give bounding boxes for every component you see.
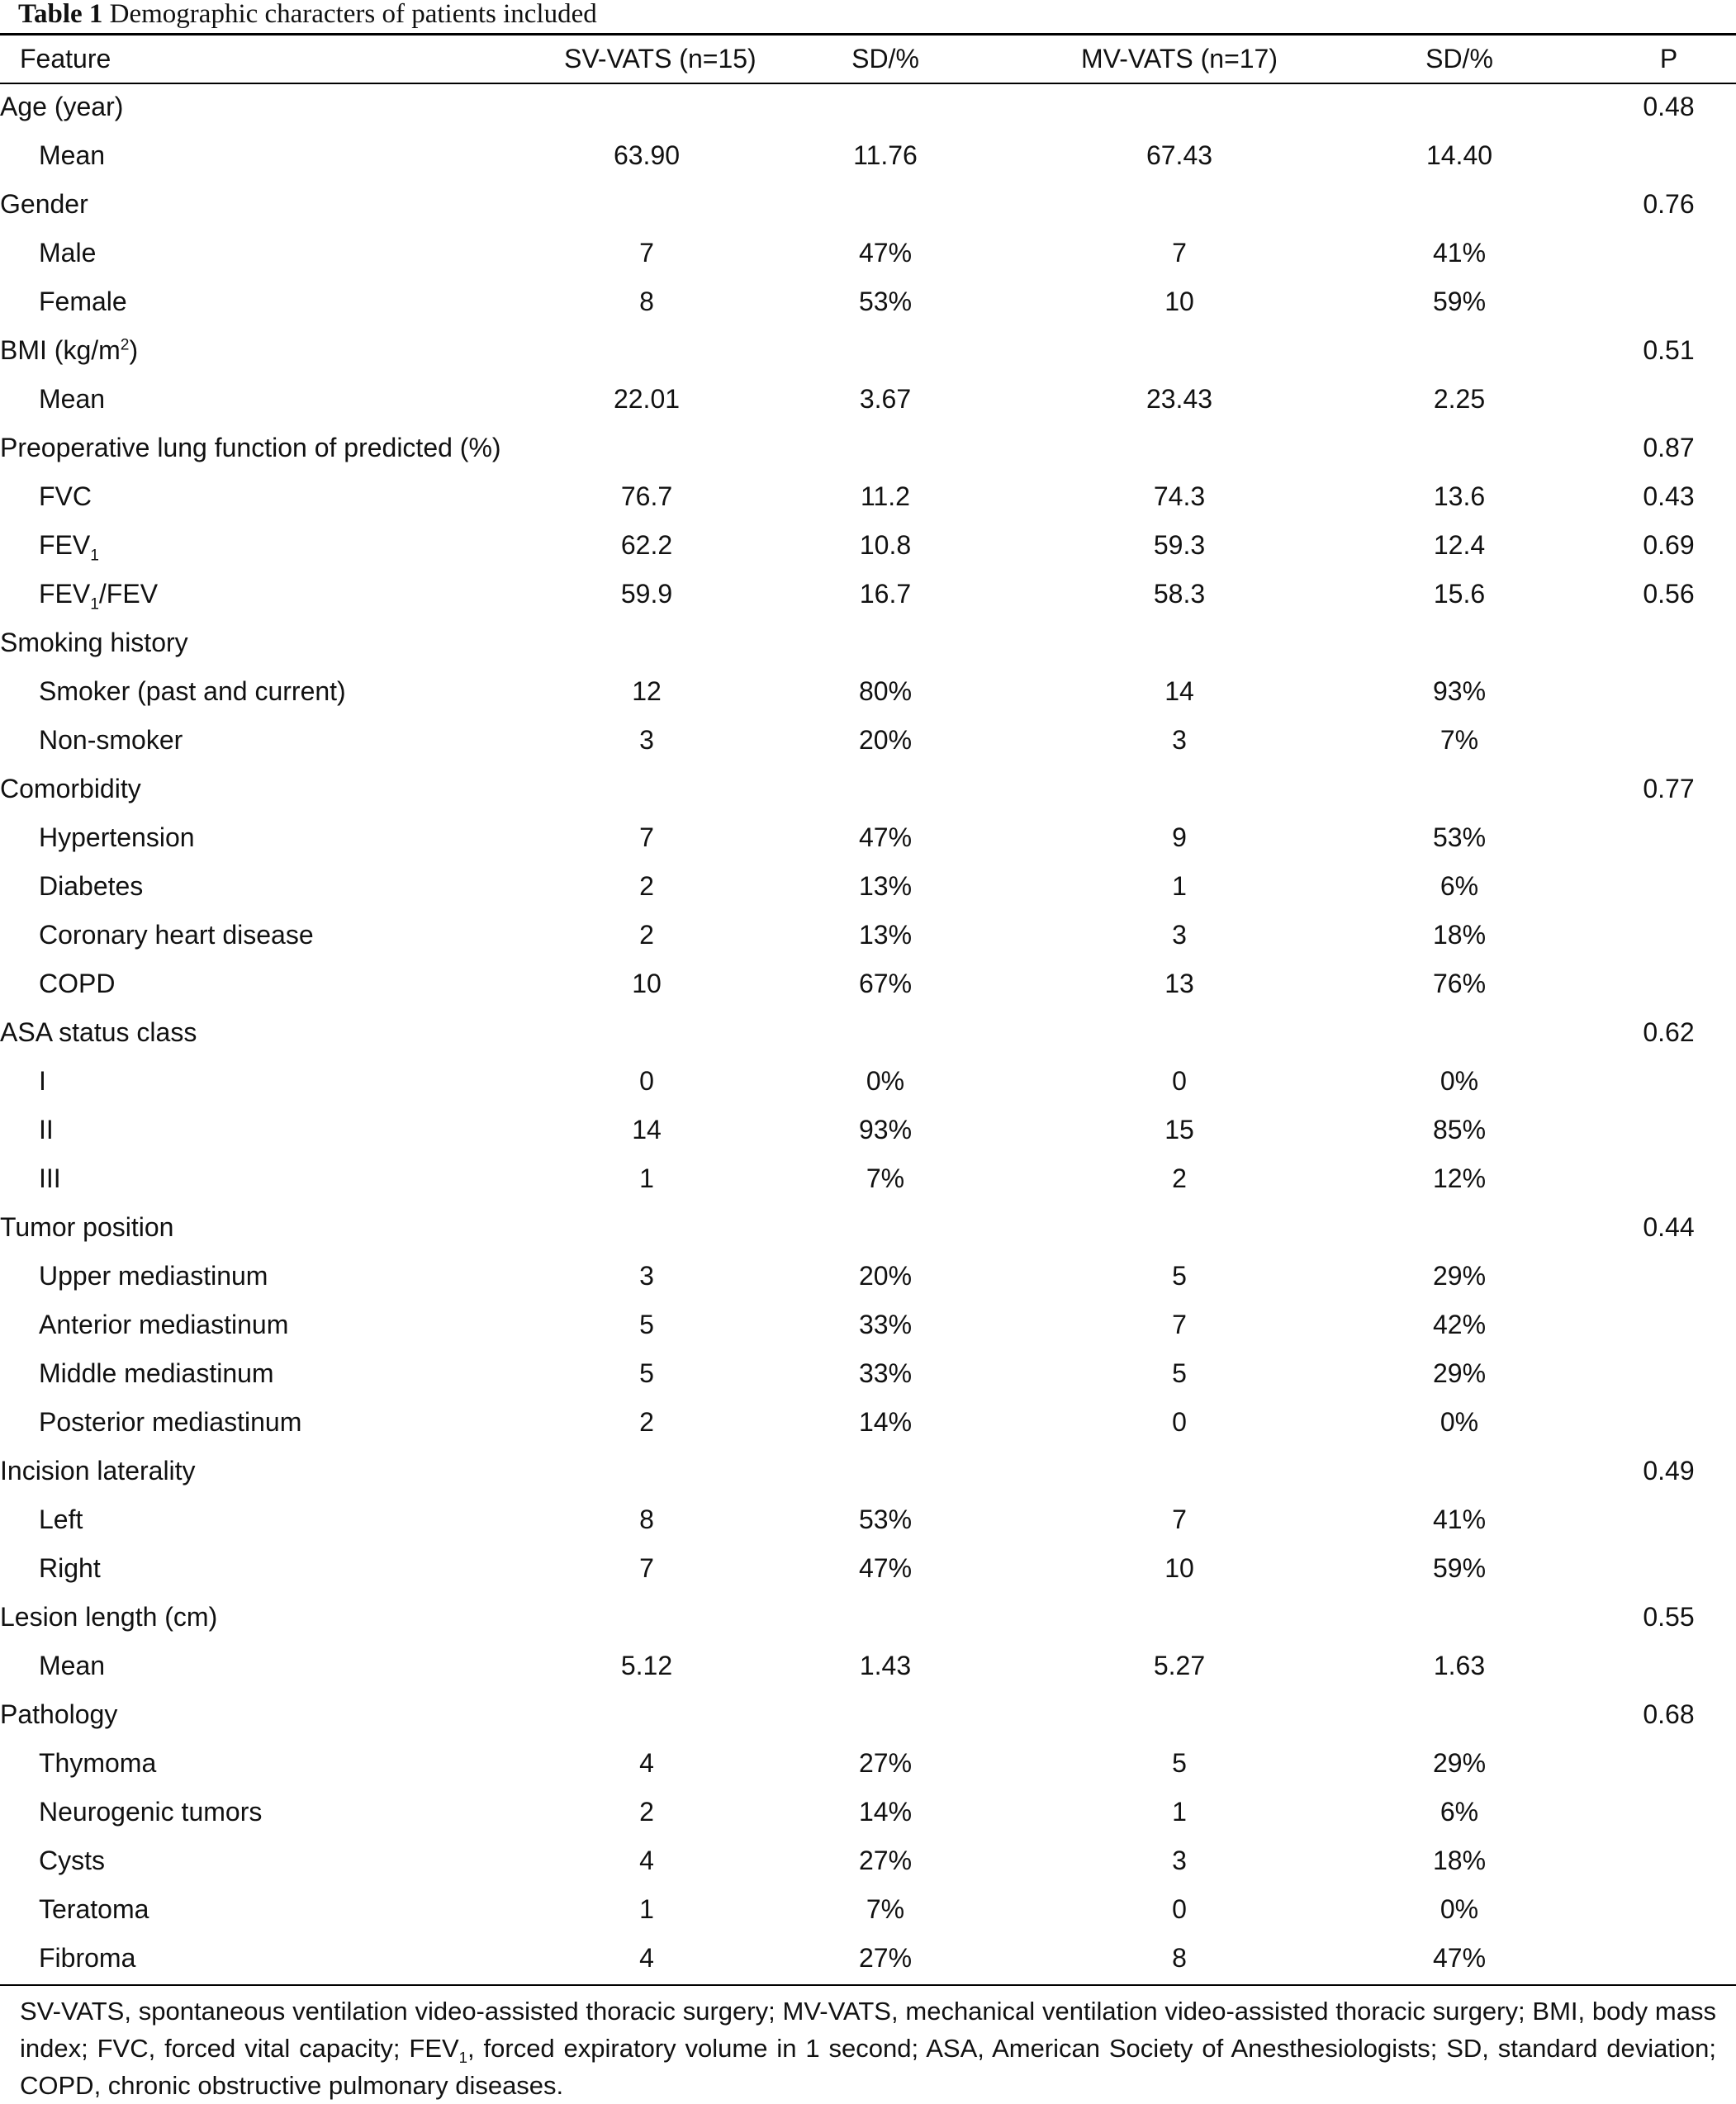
table-row: [0, 667, 1736, 716]
mv-vats-value: 0: [1172, 1407, 1187, 1437]
sv-vats-value: 3: [639, 725, 654, 755]
table-row: [0, 1885, 1736, 1934]
p-value: 0.68: [1643, 1699, 1695, 1729]
sv-vats-value: 8: [639, 1505, 654, 1534]
table-group-row: [0, 326, 1736, 375]
mv-vats-value: [1041, 1690, 1317, 1739]
mv-vats-value: 1: [1172, 871, 1187, 901]
mv-sd-value: 41%: [1432, 1505, 1487, 1534]
sv-vats-value: [564, 765, 729, 813]
p-value: [1601, 1057, 1736, 1106]
table-group-row: [0, 618, 1736, 667]
mv-sd-value: [1317, 1008, 1601, 1057]
sv-vats-value: 63.90: [613, 140, 681, 170]
p-value: 0.77: [1643, 774, 1695, 803]
table-row: [0, 1739, 1736, 1788]
p-value: [1601, 229, 1736, 277]
sv-vats-value: 7: [639, 822, 654, 852]
mv-vats-value: [1041, 424, 1317, 472]
table-title: Demographic characters of patients included: [109, 0, 597, 29]
feature-cell: Incision laterality: [0, 1456, 196, 1486]
feature-cell: ASA status class: [0, 1017, 197, 1047]
sv-sd-value: 14%: [858, 1407, 913, 1437]
sv-sd-value: [729, 618, 1041, 667]
sv-sd-value: 47%: [858, 822, 913, 852]
feature-cell: Comorbidity: [0, 774, 141, 803]
feature-cell: Preoperative lung function of predicted (%): [0, 433, 501, 462]
sv-vats-value: 4: [639, 1748, 654, 1778]
mv-vats-value: 10: [1164, 287, 1194, 316]
mv-vats-value: 7: [1172, 1310, 1187, 1339]
feature-cell: Posterior mediastinum: [39, 1407, 302, 1437]
sv-vats-value: 14: [632, 1115, 662, 1144]
table-row: [0, 277, 1736, 326]
feature-cell: Smoker (past and current): [39, 676, 346, 706]
mv-sd-value: 1.63: [1433, 1651, 1486, 1680]
mv-vats-value: 5: [1172, 1358, 1187, 1388]
sv-sd-value: 20%: [858, 725, 913, 755]
sv-vats-value: 62.2: [620, 530, 673, 560]
p-value: 0.48: [1643, 92, 1695, 121]
mv-vats-value: 14: [1164, 676, 1194, 706]
p-value: [1601, 131, 1736, 180]
table-row: [0, 131, 1736, 180]
feature-cell: Mean: [39, 1651, 106, 1680]
sv-sd-value: [729, 424, 1041, 472]
table-footnote: SV-VATS, spontaneous ventilation video-assisted thoracic surgery; MV-VATS, mechanical ventilation video-assisted thoracic surgery; BMI, body mass index; FVC, forced vital capacity; $FEV_1$, forced expiratory volume in 1 second; ASA, American Society of Anesthesiologists; SD, standard deviation; COPD, chronic obstructive pulmonary diseases.: [20, 1997, 1716, 2100]
feature-cell: Middle mediastinum: [39, 1358, 274, 1388]
feature-cell: Left: [39, 1505, 83, 1534]
sv-sd-value: 13%: [858, 871, 913, 901]
sv-vats-value: 8: [639, 287, 654, 316]
table-header: [0, 36, 1736, 83]
sv-vats-value: 5: [639, 1358, 654, 1388]
p-value: [1601, 960, 1736, 1008]
mv-vats-value: 3: [1172, 725, 1187, 755]
mv-sd-value: 18%: [1432, 1846, 1487, 1875]
header-rule: [0, 83, 1736, 84]
p-value: 0.43: [1643, 481, 1695, 511]
p-value: [1601, 1739, 1736, 1788]
sv-sd-value: 67%: [858, 969, 913, 998]
feature-cell: COPD: [39, 969, 116, 998]
feature-cell: $FEV_1$: [39, 530, 99, 565]
table-row: [0, 862, 1736, 911]
mv-sd-value: 59%: [1432, 1553, 1487, 1583]
mv-vats-value: 13: [1164, 969, 1194, 998]
mv-sd-value: [1317, 1593, 1601, 1642]
feature-cell: $FEV_1$/FEV: [39, 579, 159, 614]
table-row: [0, 1934, 1736, 1983]
sv-vats-value: 0: [639, 1066, 654, 1096]
mv-sd-value: 0%: [1440, 1066, 1479, 1096]
table-row: [0, 1154, 1736, 1203]
table-group-row: [0, 424, 1736, 472]
p-value: 0.56: [1643, 579, 1695, 609]
mv-sd-value: 29%: [1432, 1358, 1487, 1388]
mv-vats-value: [1041, 618, 1317, 667]
mv-sd-value: [1317, 1203, 1601, 1252]
p-value: [1601, 862, 1736, 911]
sv-sd-value: 10.8: [859, 530, 912, 560]
table-row: [0, 1544, 1736, 1593]
feature-cell: III: [39, 1163, 61, 1193]
table-group-row: [0, 180, 1736, 229]
mv-sd-value: [1317, 180, 1601, 229]
mv-sd-value: 7%: [1440, 725, 1479, 755]
mv-vats-value: [1041, 83, 1317, 131]
table-row: [0, 472, 1736, 521]
column-header-sv-sd: SD/%: [851, 44, 919, 73]
sv-vats-value: 3: [639, 1261, 654, 1291]
bottom-rule: [0, 1984, 1736, 1986]
table-group-row: [0, 1593, 1736, 1642]
table-body: [0, 83, 1736, 1983]
mv-sd-value: 41%: [1432, 238, 1487, 268]
p-value: [1601, 1349, 1736, 1398]
sv-sd-value: [729, 326, 1041, 375]
table-group-row: [0, 1447, 1736, 1495]
mv-sd-value: [1317, 618, 1601, 667]
p-value: [1601, 1252, 1736, 1301]
sv-vats-value: 4: [639, 1846, 654, 1875]
mv-sd-value: 47%: [1432, 1943, 1487, 1973]
demographics-table: [0, 36, 1736, 1983]
table-row: [0, 1106, 1736, 1154]
column-header-mv-sd: SD/%: [1425, 44, 1493, 73]
sv-sd-value: 7%: [866, 1163, 905, 1193]
feature-cell: Lesion length (cm): [0, 1602, 218, 1632]
feature-cell: II: [39, 1115, 54, 1144]
sv-sd-value: [729, 1593, 1041, 1642]
feature-cell: Neurogenic tumors: [39, 1797, 263, 1827]
feature-cell: Anterior mediastinum: [39, 1310, 289, 1339]
mv-vats-value: 9: [1172, 822, 1187, 852]
p-value: [1601, 1495, 1736, 1544]
sv-sd-value: [729, 1008, 1041, 1057]
p-value: [1601, 1398, 1736, 1447]
p-value: [1601, 618, 1736, 667]
feature-cell: Cysts: [39, 1846, 105, 1875]
mv-vats-value: 7: [1172, 1505, 1187, 1534]
sv-vats-value: 59.9: [620, 579, 673, 609]
mv-vats-value: [1041, 1593, 1317, 1642]
sv-sd-value: 11.2: [861, 481, 910, 511]
mv-vats-value: 1: [1172, 1797, 1187, 1827]
mv-sd-value: 13.6: [1433, 481, 1486, 511]
mv-sd-value: 6%: [1440, 871, 1479, 901]
table-group-row: [0, 1008, 1736, 1057]
sv-vats-value: 7: [639, 1553, 654, 1583]
feature-cell: Fibroma: [39, 1943, 136, 1973]
mv-vats-value: [1041, 180, 1317, 229]
sv-vats-value: [564, 1690, 729, 1739]
mv-vats-value: [1041, 326, 1317, 375]
feature-cell: Right: [39, 1553, 101, 1583]
mv-sd-value: 76%: [1432, 969, 1487, 998]
mv-sd-value: 2.25: [1433, 384, 1486, 414]
sv-vats-value: [564, 424, 729, 472]
sv-sd-value: [729, 1690, 1041, 1739]
feature-cell: Diabetes: [39, 871, 144, 901]
p-value: [1601, 1836, 1736, 1885]
mv-vats-value: [1041, 1008, 1317, 1057]
p-value: 0.49: [1643, 1456, 1695, 1486]
sv-sd-value: 80%: [858, 676, 913, 706]
p-value: 0.62: [1643, 1017, 1695, 1047]
sv-vats-value: 4: [639, 1943, 654, 1973]
feature-cell: Smoking history: [0, 628, 188, 657]
sv-sd-value: 11.76: [853, 140, 918, 170]
sv-vats-value: 5.12: [620, 1651, 673, 1680]
mv-sd-value: [1317, 1690, 1601, 1739]
feature-cell: Upper mediastinum: [39, 1261, 268, 1291]
table-row: [0, 521, 1736, 570]
feature-cell: Age (year): [0, 92, 124, 121]
mv-sd-value: 0%: [1440, 1894, 1479, 1924]
sv-vats-value: [564, 1447, 729, 1495]
mv-vats-value: [1041, 765, 1317, 813]
feature-cell: FVC: [39, 481, 92, 511]
sv-sd-value: 93%: [858, 1115, 913, 1144]
p-value: 0.55: [1643, 1602, 1695, 1632]
mv-vats-value: 8: [1172, 1943, 1187, 1973]
sv-vats-value: 12: [632, 676, 662, 706]
mv-sd-value: 15.6: [1433, 579, 1486, 609]
mv-sd-value: 42%: [1432, 1310, 1487, 1339]
mv-sd-value: 53%: [1432, 822, 1487, 852]
sv-vats-value: [564, 1203, 729, 1252]
table-group-row: [0, 765, 1736, 813]
mv-vats-value: 74.3: [1153, 481, 1206, 511]
sv-vats-value: [564, 326, 729, 375]
p-value: 0.51: [1643, 335, 1695, 365]
column-header-mv-vats: MV-VATS (n=17): [1081, 44, 1278, 73]
p-value: 0.69: [1643, 530, 1695, 560]
p-value: [1601, 375, 1736, 424]
mv-vats-value: 59.3: [1153, 530, 1206, 560]
feature-cell: Non-smoker: [39, 725, 183, 755]
p-value: [1601, 1934, 1736, 1983]
p-value: 0.44: [1643, 1212, 1695, 1242]
sv-vats-value: 5: [639, 1310, 654, 1339]
mv-sd-value: 6%: [1440, 1797, 1479, 1827]
sv-vats-value: 2: [639, 920, 654, 950]
mv-sd-value: 29%: [1432, 1748, 1487, 1778]
mv-sd-value: 18%: [1432, 920, 1487, 950]
sv-sd-value: 53%: [858, 1505, 913, 1534]
mv-sd-value: [1317, 326, 1601, 375]
feature-cell: Male: [39, 238, 97, 268]
mv-vats-value: 15: [1164, 1115, 1194, 1144]
table-row: [0, 1642, 1736, 1690]
mv-sd-value: 12%: [1432, 1163, 1487, 1193]
sv-vats-value: 22.01: [613, 384, 681, 414]
mv-sd-value: 0%: [1440, 1407, 1479, 1437]
mv-vats-value: [1041, 1203, 1317, 1252]
feature-cell: Hypertension: [39, 822, 195, 852]
feature-cell: Female: [39, 287, 127, 316]
table-row: [0, 960, 1736, 1008]
sv-sd-value: 1.43: [859, 1651, 912, 1680]
sv-vats-value: [564, 618, 729, 667]
mv-vats-value: [1041, 1447, 1317, 1495]
sv-sd-value: 47%: [858, 238, 913, 268]
p-value: 0.87: [1643, 433, 1695, 462]
table-group-row: [0, 1203, 1736, 1252]
p-value: [1601, 277, 1736, 326]
table-row: [0, 229, 1736, 277]
p-value: [1601, 1301, 1736, 1349]
table-row: [0, 1398, 1736, 1447]
sv-sd-value: 27%: [858, 1846, 913, 1875]
p-value: [1601, 1154, 1736, 1203]
sv-sd-value: [729, 180, 1041, 229]
p-value: [1601, 667, 1736, 716]
sv-vats-value: 2: [639, 1797, 654, 1827]
table-row: [0, 1349, 1736, 1398]
p-value: [1601, 1788, 1736, 1836]
sv-vats-value: [564, 1593, 729, 1642]
mv-sd-value: [1317, 765, 1601, 813]
table-row: [0, 570, 1736, 618]
sv-sd-value: 27%: [858, 1748, 913, 1778]
mv-sd-value: [1317, 83, 1601, 131]
mv-vats-value: 3: [1172, 920, 1187, 950]
mv-sd-value: 14.40: [1425, 140, 1493, 170]
mv-vats-value: 5.27: [1153, 1651, 1206, 1680]
feature-cell: Teratoma: [39, 1894, 149, 1924]
mv-vats-value: 10: [1164, 1553, 1194, 1583]
sv-sd-value: [729, 765, 1041, 813]
table-row: [0, 1495, 1736, 1544]
column-header-sv-vats: SV-VATS (n=15): [564, 44, 757, 73]
table-row: [0, 375, 1736, 424]
sv-sd-value: 47%: [858, 1553, 913, 1583]
sv-sd-value: 0%: [866, 1066, 905, 1096]
column-header-p-value: P: [1659, 44, 1678, 73]
mv-vats-value: 67.43: [1145, 140, 1213, 170]
mv-vats-value: 5: [1172, 1748, 1187, 1778]
feature-cell: Pathology: [0, 1699, 118, 1729]
feature-cell: Mean: [39, 140, 106, 170]
table-row: [0, 1301, 1736, 1349]
mv-vats-value: 3: [1172, 1846, 1187, 1875]
mv-vats-value: 0: [1172, 1066, 1187, 1096]
mv-sd-value: 85%: [1432, 1115, 1487, 1144]
table-row: [0, 1836, 1736, 1885]
mv-vats-value: 5: [1172, 1261, 1187, 1291]
feature-cell: Mean: [39, 384, 106, 414]
sv-vats-value: [564, 180, 729, 229]
header-row: [0, 36, 1736, 83]
sv-vats-value: 1: [639, 1163, 654, 1193]
p-value: [1601, 1544, 1736, 1593]
feature-cell: Thymoma: [39, 1748, 157, 1778]
table-row: [0, 716, 1736, 765]
table-row: [0, 1057, 1736, 1106]
p-value: [1601, 911, 1736, 960]
sv-sd-value: 27%: [858, 1943, 913, 1973]
sv-vats-value: 7: [639, 238, 654, 268]
sv-vats-value: 76.7: [620, 481, 673, 511]
sv-sd-value: 20%: [858, 1261, 913, 1291]
sv-sd-value: [729, 83, 1041, 131]
table-group-row: [0, 1690, 1736, 1739]
table-caption: [18, 0, 597, 31]
mv-sd-value: [1317, 424, 1601, 472]
table-label: Table 1: [18, 0, 103, 29]
p-value: [1601, 813, 1736, 862]
sv-vats-value: [564, 83, 729, 131]
sv-vats-value: 2: [639, 871, 654, 901]
mv-vats-value: 0: [1172, 1894, 1187, 1924]
sv-vats-value: [564, 1008, 729, 1057]
p-value: [1601, 716, 1736, 765]
table-group-row: [0, 83, 1736, 131]
mv-sd-value: 59%: [1432, 287, 1487, 316]
p-value: 0.76: [1643, 189, 1695, 219]
sv-sd-value: 7%: [866, 1894, 905, 1924]
mv-vats-value: 2: [1172, 1163, 1187, 1193]
sv-vats-value: 1: [639, 1894, 654, 1924]
table-row: [0, 813, 1736, 862]
sv-sd-value: 33%: [858, 1310, 913, 1339]
table-row: [0, 1788, 1736, 1836]
sv-sd-value: 53%: [858, 287, 913, 316]
table-row: [0, 1252, 1736, 1301]
sv-vats-value: 10: [632, 969, 662, 998]
sv-sd-value: [729, 1203, 1041, 1252]
p-value: [1601, 1106, 1736, 1154]
feature-cell: BMI $(kg/m^2)$: [0, 335, 139, 365]
feature-cell: I: [39, 1066, 46, 1096]
sv-sd-value: [729, 1447, 1041, 1495]
sv-vats-value: 2: [639, 1407, 654, 1437]
mv-sd-value: 12.4: [1433, 530, 1486, 560]
feature-cell: Coronary heart disease: [39, 920, 314, 950]
sv-sd-value: 13%: [858, 920, 913, 950]
sv-sd-value: 3.67: [859, 384, 912, 414]
sv-sd-value: 33%: [858, 1358, 913, 1388]
mv-vats-value: 58.3: [1153, 579, 1206, 609]
mv-sd-value: [1317, 1447, 1601, 1495]
table-row: [0, 911, 1736, 960]
mv-vats-value: 7: [1172, 238, 1187, 268]
sv-sd-value: 16.7: [859, 579, 912, 609]
p-value: [1601, 1642, 1736, 1690]
feature-cell: Gender: [0, 189, 88, 219]
feature-cell: Tumor position: [0, 1212, 174, 1242]
mv-sd-value: 29%: [1432, 1261, 1487, 1291]
column-header-feature: Feature: [20, 44, 111, 73]
p-value: [1601, 1885, 1736, 1934]
mv-vats-value: 23.43: [1145, 384, 1213, 414]
sv-sd-value: 14%: [858, 1797, 913, 1827]
mv-sd-value: 93%: [1432, 676, 1487, 706]
